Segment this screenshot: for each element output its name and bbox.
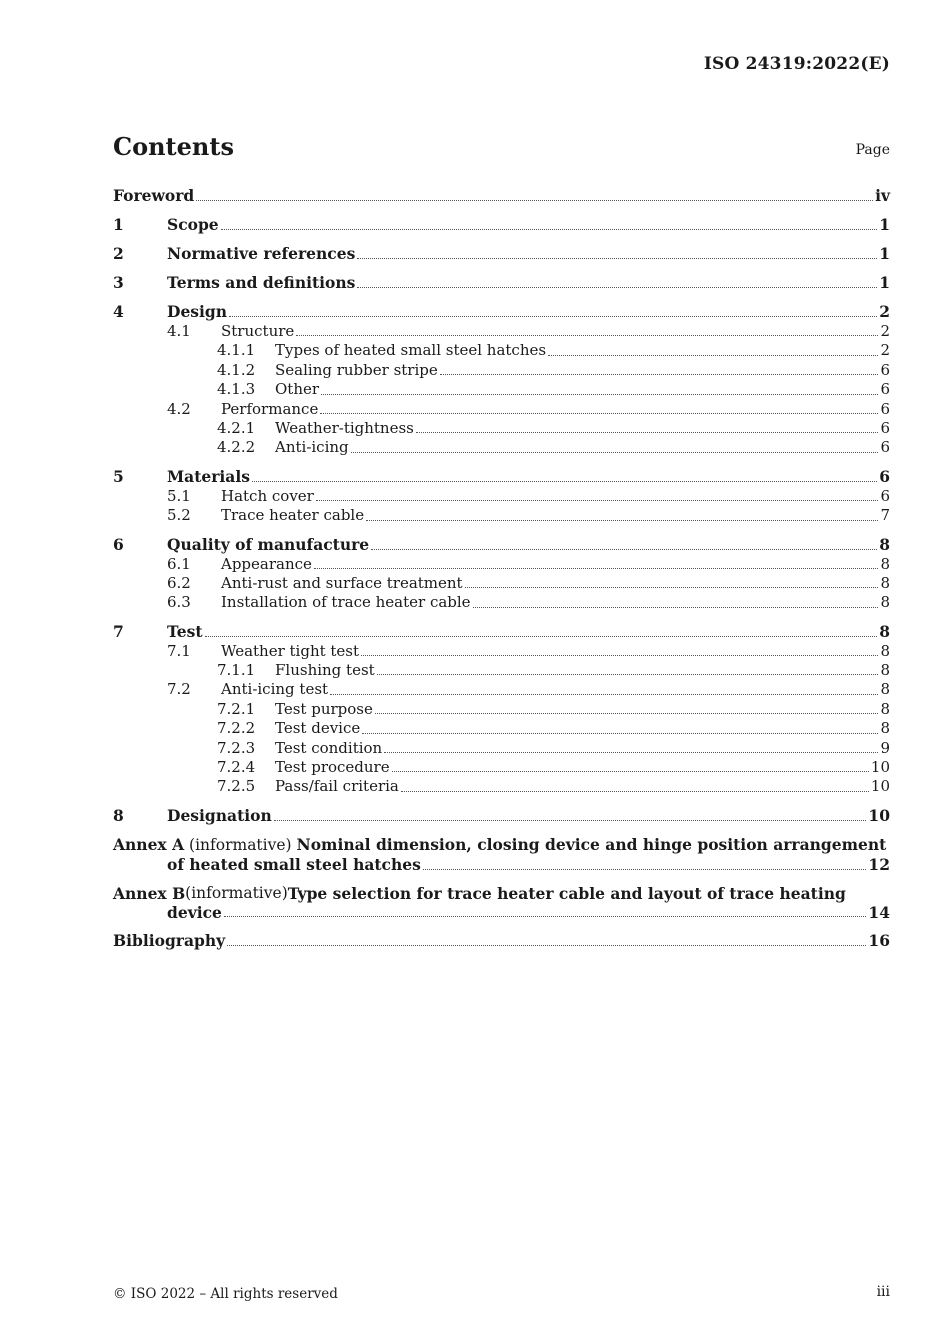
annex-label: Annex B: [113, 883, 186, 903]
toc-title: Structure: [221, 322, 295, 340]
toc-leader: [357, 286, 877, 288]
toc-entry-4-1[interactable]: [113, 322, 890, 341]
toc-title: Performance: [221, 399, 319, 418]
annex-type: (informative): [185, 883, 288, 902]
toc-page: 2: [879, 302, 890, 321]
toc-leader: [473, 606, 878, 608]
toc-title: Test purpose: [275, 699, 373, 718]
toc-number: 4.1.1: [217, 341, 256, 360]
toc-leader: [375, 712, 878, 714]
annex-b-continuation-line: [113, 903, 890, 922]
annex-title: Nominal dimension, closing device and hinge position arrangement: [296, 834, 887, 854]
annex-b-heading-line: [113, 883, 846, 903]
toc-leader: [274, 819, 867, 821]
toc-entry-annex-a[interactable]: [113, 835, 890, 875]
toc-leader: [440, 373, 878, 375]
toc-leader: [320, 412, 878, 414]
toc-number: 5.2: [167, 506, 191, 525]
toc-number: 7.2.2: [217, 719, 256, 738]
toc-page: 8: [880, 680, 890, 699]
toc-number: 4: [113, 302, 124, 321]
page-column-label: Page: [855, 142, 890, 158]
toc-entry-5-2[interactable]: [113, 506, 890, 525]
annex-title-continuation: of heated small steel hatches: [167, 855, 421, 875]
toc-page: 7: [880, 506, 890, 525]
toc-number: 6.3: [167, 593, 191, 612]
toc-number: 4.1.2: [217, 360, 256, 379]
toc-leader: [321, 393, 878, 395]
toc-entry-2[interactable]: [113, 244, 890, 264]
toc-entry-7-2-1[interactable]: [113, 700, 890, 719]
toc-page: 1: [879, 215, 890, 234]
toc-entry-4[interactable]: [113, 302, 890, 322]
toc-leader: [224, 915, 867, 917]
toc-entry-foreword[interactable]: [113, 186, 890, 206]
toc-page: 8: [880, 719, 890, 738]
toc-entry-7-2[interactable]: [113, 680, 890, 699]
toc-leader: [316, 499, 878, 501]
annex-title-continuation: device: [167, 903, 222, 923]
toc-title: Sealing rubber stripe: [275, 360, 438, 379]
toc-number: 4.1: [167, 322, 191, 340]
toc-number: 7.2.4: [217, 758, 256, 777]
toc-title: Design: [167, 302, 228, 321]
toc-page: 16: [868, 931, 890, 951]
toc-entry-bibliography[interactable]: [113, 931, 890, 951]
toc-page: 2: [880, 341, 890, 360]
toc-leader: [392, 770, 869, 772]
toc-page: 8: [880, 661, 890, 680]
toc-number: 5.1: [167, 486, 191, 505]
toc-number: 1: [113, 215, 124, 234]
toc-entry-4-1-2[interactable]: [113, 361, 890, 380]
toc-title: Test device: [275, 719, 361, 738]
toc-entry-7-2-5[interactable]: [113, 777, 890, 796]
toc-leader: [384, 751, 878, 753]
page-number: iii: [876, 1284, 890, 1300]
toc-leader: [366, 519, 878, 521]
toc-page: 6: [880, 418, 890, 437]
annex-type: (informative): [189, 835, 292, 854]
toc-number: 2: [113, 244, 124, 263]
toc-entry-4-1-3[interactable]: [113, 380, 890, 399]
toc-leader: [357, 257, 877, 259]
toc-leader: [371, 548, 877, 550]
toc-page: 10: [870, 758, 890, 777]
toc-title: Foreword: [113, 186, 195, 205]
toc-entry-6-2[interactable]: [113, 574, 890, 593]
toc-page: 10: [868, 805, 890, 825]
toc-title: Trace heater cable: [221, 506, 365, 525]
document-id: ISO 24319:2022(E): [703, 54, 890, 74]
toc-entry-7-2-2[interactable]: [113, 719, 890, 738]
toc-page: 6: [880, 486, 890, 505]
toc-leader: [196, 199, 873, 201]
toc-entry-4-2[interactable]: [113, 400, 890, 419]
toc-number: 6.1: [167, 554, 191, 573]
toc-entry-4-1-1[interactable]: [113, 341, 890, 360]
toc-page: 8: [880, 699, 890, 718]
annex-title: Type selection for trace heater cable and layout of trace heating: [287, 883, 846, 903]
toc-page: 2: [880, 322, 890, 340]
toc-entry-7-2-3[interactable]: [113, 739, 890, 758]
toc-entry-6-1[interactable]: [113, 555, 890, 574]
toc-title: Other: [275, 380, 320, 399]
toc-entry-7-1-1[interactable]: [113, 661, 890, 680]
toc-number: 7.2: [167, 680, 191, 699]
toc-title: Weather tight test: [221, 641, 360, 660]
annex-label: Annex A: [113, 834, 185, 854]
toc-leader: [423, 868, 867, 870]
toc-page: 6: [880, 360, 890, 379]
toc-number: 7.2.1: [217, 699, 256, 718]
toc-number: 4.1.3: [217, 380, 256, 399]
toc-leader: [416, 431, 878, 433]
toc-title: Flushing test: [275, 661, 375, 680]
toc-leader: [252, 480, 877, 482]
toc-entry-4-2-2[interactable]: [113, 438, 890, 457]
toc-leader: [351, 451, 878, 453]
toc-entry-5[interactable]: [113, 467, 890, 487]
toc-number: 3: [113, 273, 124, 292]
toc-page: 1: [879, 273, 890, 292]
toc-page: 1: [879, 244, 890, 263]
toc-entry-6-3[interactable]: [113, 593, 890, 612]
toc-page: 8: [880, 554, 890, 573]
toc-entry-4-2-1[interactable]: [113, 419, 890, 438]
toc-leader: [205, 635, 878, 637]
toc-leader: [361, 654, 878, 656]
copyright-notice: © ISO 2022 – All rights reserved: [113, 1286, 338, 1302]
contents-title: Contents: [113, 132, 234, 161]
toc-entry-7[interactable]: [113, 622, 890, 642]
toc-leader: [221, 228, 878, 230]
toc-number: 7.1.1: [217, 661, 256, 680]
toc-number: 8: [113, 805, 124, 825]
toc-entry-7-1[interactable]: [113, 642, 890, 661]
toc-page: 8: [879, 534, 890, 554]
toc-number: 4.2: [167, 399, 191, 418]
toc-number: 5: [113, 466, 124, 486]
toc-page: iv: [875, 186, 890, 205]
toc-leader: [330, 693, 878, 695]
toc-number: 4.2.1: [217, 418, 256, 437]
toc-page: 6: [880, 438, 890, 457]
toc-page: 8: [880, 641, 890, 660]
toc-leader: [548, 354, 878, 356]
table-of-contents: [113, 186, 890, 951]
toc-number: 7.2.5: [217, 777, 256, 796]
toc-title: Terms and definitions: [167, 273, 356, 292]
toc-number: 7.1: [167, 641, 191, 660]
toc-entry-annex-b[interactable]: [113, 884, 890, 923]
toc-title: Weather-tightness: [275, 418, 414, 437]
toc-number: 7.2.3: [217, 738, 256, 757]
toc-title: Test procedure: [275, 758, 390, 777]
toc-leader: [314, 567, 878, 569]
toc-page: 10: [870, 777, 890, 796]
toc-title: Appearance: [221, 554, 312, 573]
toc-title: Bibliography: [113, 931, 226, 951]
toc-page: 6: [880, 399, 890, 418]
toc-title: Normative references: [167, 244, 356, 263]
toc-leader: [362, 732, 878, 734]
toc-leader: [465, 586, 878, 588]
toc-page: 14: [868, 903, 890, 923]
toc-page: 6: [879, 466, 890, 486]
toc-entry-7-2-4[interactable]: [113, 758, 890, 777]
toc-page: 8: [880, 573, 890, 592]
toc-title: Quality of manufacture: [167, 534, 370, 554]
toc-title: Materials: [167, 466, 250, 486]
toc-title: Scope: [167, 215, 219, 234]
toc-title: Designation: [167, 805, 272, 825]
toc-number: 4.2.2: [217, 438, 256, 457]
toc-entry-6[interactable]: [113, 535, 890, 555]
toc-leader: [296, 334, 878, 336]
toc-leader: [377, 673, 878, 675]
toc-number: 6.2: [167, 573, 191, 592]
annex-a-heading-line: [113, 835, 890, 855]
toc-entry-1[interactable]: [113, 215, 890, 235]
toc-page: 12: [868, 855, 890, 875]
toc-page: 6: [880, 380, 890, 399]
toc-title: Anti-rust and surface treatment: [221, 573, 463, 592]
toc-title: Test condition: [275, 738, 383, 757]
toc-entry-8[interactable]: [113, 806, 890, 826]
toc-leader: [229, 315, 877, 317]
toc-entry-5-1[interactable]: [113, 487, 890, 506]
toc-leader: [401, 790, 869, 792]
toc-number: 6: [113, 534, 124, 554]
toc-title: Test: [167, 621, 203, 641]
toc-entry-3[interactable]: [113, 273, 890, 293]
annex-a-continuation-line: [113, 855, 890, 874]
toc-title: Hatch cover: [221, 486, 314, 505]
toc-title: Anti-icing test: [221, 680, 329, 699]
toc-title: Anti-icing: [275, 438, 349, 457]
toc-leader: [227, 944, 866, 946]
toc-page: 8: [879, 621, 890, 641]
toc-title: Types of heated small steel hatches: [275, 341, 547, 360]
toc-page: 8: [880, 593, 890, 612]
toc-title: Installation of trace heater cable: [221, 593, 471, 612]
toc-title: Pass/fail criteria: [275, 777, 399, 796]
toc-page: 9: [880, 738, 890, 757]
toc-number: 7: [113, 621, 124, 641]
